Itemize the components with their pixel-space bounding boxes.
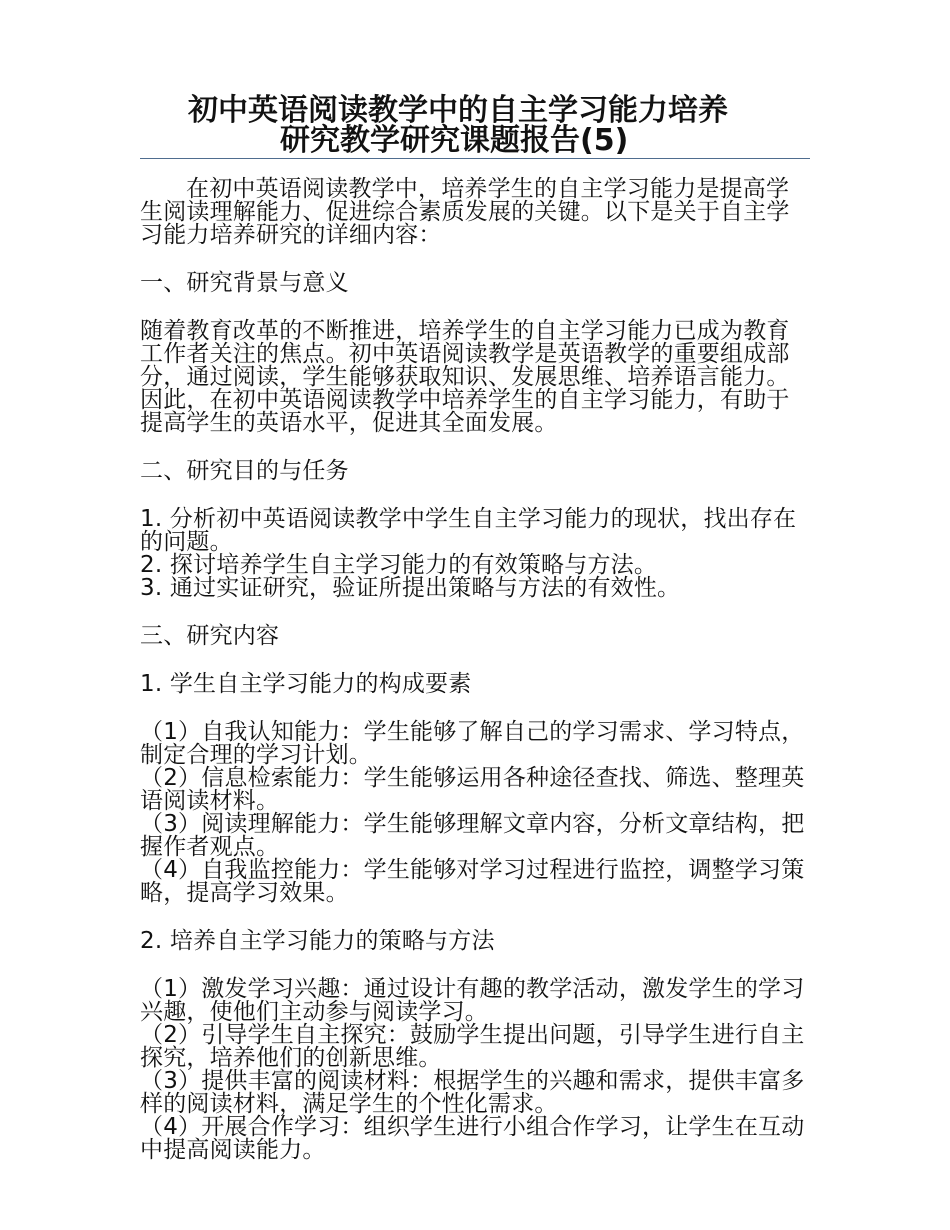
list-item: 1. 分析初中英语阅读教学中学生自主学习能力的现状，找出存在的问题。 [140, 506, 797, 555]
title-line-2: 研究教学研究课题报告(5) [280, 123, 629, 158]
strategies-list [140, 978, 812, 1162]
list-item: （3）提供丰富的阅读材料：根据学生的兴趣和需求，提供丰富多样的阅读材料，满足学生的个性化需求。 [140, 1068, 805, 1117]
list-item: 3. 通过实证研究，验证所提出策略与方法的有效性。 [140, 575, 681, 601]
list-item: （1）激发学习兴趣：通过设计有趣的教学活动，激发学生的学习兴趣，使他们主动参与阅读学习。 [140, 976, 805, 1025]
section-heading-goals: 二、研究目的与任务 [140, 458, 349, 484]
list-item: （1）自我认知能力：学生能够了解自己的学习需求、学习特点，制定合理的学习计划。 [140, 719, 805, 768]
list-item: （4）开展合作学习：组织学生进行小组合作学习，让学生在互动中提高阅读能力。 [140, 1114, 805, 1163]
document-page [140, 93, 812, 1163]
intro-paragraph: 在初中英语阅读教学中，培养学生的自主学习能力是提高学生阅读理解能力、促进综合素质发展的关键。以下是关于自主学习能力培养研究的详细内容： [140, 176, 790, 248]
section-heading-background: 一、研究背景与意义 [140, 270, 349, 296]
background-paragraph: 随着教育改革的不断推进，培养学生的自主学习能力已成为教育工作者关注的焦点。初中英语阅读教学是英语教学的重要组成部分，通过阅读，学生能够获取知识、发展思维、培养语言能力。因此，在初中英语阅读教学中培养学生的自主学习能力，有助于提高学生的英语水平，促进其全面发展。 [140, 318, 790, 436]
list-item: （2）信息检索能力：学生能够运用各种途径查找、筛选、整理英语阅读材料。 [140, 765, 805, 814]
title-divider [140, 158, 810, 159]
components-list [140, 721, 812, 905]
list-item: （2）引导学生自主探究：鼓励学生提出问题，引导学生进行自主探究，培养他们的创新思维。 [140, 1022, 805, 1071]
goals-list [140, 508, 812, 600]
subsection-heading-components: 1. 学生自主学习能力的构成要素 [140, 671, 472, 697]
subsection-heading-strategies: 2. 培养自主学习能力的策略与方法 [140, 928, 495, 954]
section-heading-content: 三、研究内容 [140, 623, 280, 649]
list-item: （4）自我监控能力：学生能够对学习过程进行监控，调整学习策略，提高学习效果。 [140, 857, 805, 906]
list-item: （3）阅读理解能力：学生能够理解文章内容，分析文章结构，把握作者观点。 [140, 811, 805, 860]
list-item: 2. 探讨培养学生自主学习能力的有效策略与方法。 [140, 552, 658, 578]
title-line-1: 初中英语阅读教学中的自主学习能力培养 [188, 93, 728, 128]
document-title [140, 93, 812, 158]
